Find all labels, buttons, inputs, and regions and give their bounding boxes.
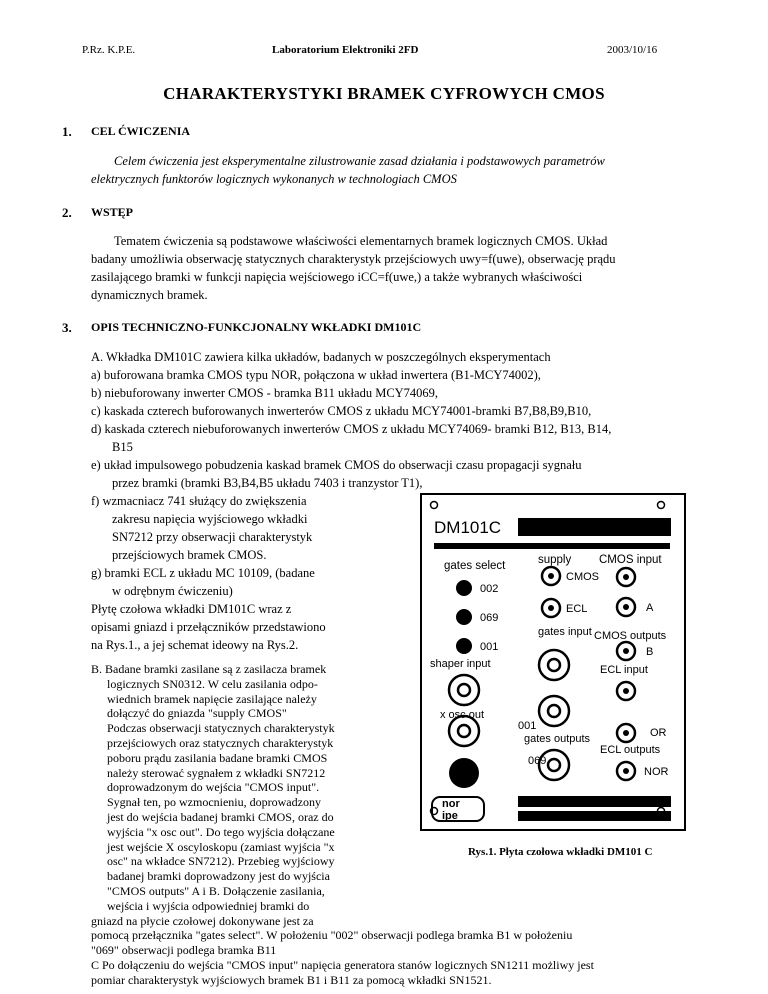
- text-line: Podczas obserwacji statycznych charakterystyk: [107, 721, 335, 736]
- text-line: d) kaskada czterech niebuforowanych inwerterów CMOS z układu MCY74069- bramki B12, B13, B14,: [91, 422, 612, 436]
- x-osc-out-label: x osc out: [440, 709, 485, 721]
- ecl-label: ECL: [566, 603, 588, 615]
- supply-label: supply: [538, 554, 572, 566]
- figure-caption: Rys.1. Płyta czołowa wkładki DM101 C: [468, 846, 653, 858]
- text-line: a) buforowana bramka CMOS typu NOR, połączona w układ inwertera (B1-MCY74002),: [91, 368, 541, 382]
- front-panel-drawing: [420, 493, 686, 831]
- logo-text-bottom: ipe: [442, 810, 458, 822]
- text-line: C Po dołączeniu do wejścia "CMOS input" napięcia generatora stanów logicznych SN1211 możliwy jest: [91, 958, 594, 972]
- text-line: należy sterować sygnałem z wkładki SN7212: [107, 765, 326, 780]
- text-line: pomocą przełącznika "gates select". W położeniu "002" obserwacji podlega bramka B1 w położeniu: [91, 928, 573, 943]
- text-line: jest wejście X oscyloskopu (zamiast wyjścia "x: [107, 839, 335, 854]
- text-line: dołączyć do gniazda "supply CMOS": [107, 706, 287, 721]
- text-line: doprowadzonym do wejścia "CMOS input".: [107, 780, 320, 795]
- text-line: pomiar charakterystyk wyjściowych bramek B1 i B11 za pomocą wkładki SN1521.: [91, 972, 492, 987]
- gates-outputs-label: gates outputs: [524, 733, 591, 745]
- gates-input-label: gates input: [538, 626, 592, 638]
- gates-output-001-bnc[interactable]: [539, 696, 569, 726]
- shaper-input-bnc[interactable]: [449, 675, 479, 705]
- bottom-bar: [518, 796, 671, 807]
- text-line: badany umożliwia obserwację statycznych charakterystyk przejściowych uwy=f(uwe), obserwację prądu: [91, 252, 616, 266]
- jack-pin-icon: [623, 768, 629, 774]
- jack-pin-icon: [623, 688, 629, 694]
- bnc-core-icon: [458, 684, 470, 696]
- text-line: poboru prądu zasilania badane bramki CMOS: [107, 750, 328, 765]
- bottom-bar: [518, 811, 671, 821]
- section-title: OPIS TECHNICZNO-FUNKCJONALNY WKŁADKI DM101C: [91, 320, 422, 334]
- text-line: SN7212 przy obserwacji charakterystyk: [112, 530, 313, 544]
- text-line: przejściowych oraz statycznych charakterystyk: [107, 736, 334, 750]
- header-right: 2003/10/16: [607, 44, 658, 56]
- switch-002[interactable]: [456, 580, 472, 596]
- switch-069[interactable]: [456, 609, 472, 625]
- push-button[interactable]: [449, 758, 479, 788]
- gates-input-bnc[interactable]: [539, 650, 569, 680]
- cmos-label: CMOS: [566, 571, 599, 583]
- text-line: na Rys.1., a jej schemat ideowy na Rys.2.: [91, 638, 299, 652]
- text-line: wyjścia "x osc out". Do tego wyjścia dołączane: [107, 824, 335, 839]
- text-line: B. Badane bramki zasilane są z zasilacza bramek: [91, 662, 327, 676]
- text-line: B15: [112, 440, 133, 454]
- text-line: Płytę czołowa wkładki DM101C wraz z: [91, 602, 292, 616]
- text-line: Sygnał ten, po wzmocnieniu, doprowadzony: [107, 795, 321, 810]
- text-line: wejścia i wyjścia odpowiedniej bramki do: [107, 898, 310, 913]
- text-line: g) bramki ECL z układu MC 10109, (badane: [91, 566, 315, 580]
- section-title: WSTĘP: [91, 205, 134, 219]
- jack-pin-icon: [548, 605, 554, 611]
- switch-001[interactable]: [456, 638, 472, 654]
- text-line: Tematem ćwiczenia są podstawowe właściwości elementarnych bramek logicznych CMOS. Układ: [114, 234, 608, 248]
- output-b-label: B: [646, 646, 654, 658]
- ecl-input-label: ECL input: [600, 664, 648, 676]
- text-line: dynamicznych bramek.: [91, 288, 208, 302]
- jack-pin-icon: [548, 573, 554, 579]
- text-line: Celem ćwiczenia jest eksperymentalne zilustrowanie zasad działania i podstawowych parametrów: [114, 154, 605, 168]
- bnc-core-icon: [458, 725, 470, 737]
- output-a-label: A: [646, 602, 654, 614]
- jack-pin-icon: [623, 648, 629, 654]
- ecl-outputs-label: ECL outputs: [600, 744, 661, 756]
- text-line: osc" na wkładce SN7212). Przebieg wyjściowy: [107, 854, 335, 869]
- text-line: jest do wejścia badanej bramki CMOS, oraz do: [107, 810, 334, 824]
- text-line: b) niebuforowany inwerter CMOS - bramka B11 układu MCY74069,: [91, 386, 439, 400]
- text-line: gniazd na płycie czołowej dokonywane jest za: [91, 913, 314, 928]
- shaper-input-label: shaper input: [430, 658, 491, 670]
- text-line: logicznych SN0312. W celu zasilania odpo-: [107, 676, 318, 691]
- header-left: P.Rz. K.P.E.: [82, 44, 136, 56]
- section-number: 2.: [62, 205, 72, 220]
- text-line: przez bramki (bramki B3,B4,B5 układu 7403 i tranzystor T1),: [112, 476, 423, 490]
- text-line: zasilającego bramki w funkcji napięcia wejściowego iCC=f(uwe,) a także wybranych właściwości: [91, 270, 583, 284]
- text-line: "CMOS outputs" A i B. Dołączenie zasilania,: [107, 884, 325, 898]
- text-line: opisami gniazd i przełączników przedstawiono: [91, 620, 326, 634]
- title-bar: [518, 518, 671, 536]
- bnc-core-icon: [548, 759, 560, 771]
- output-069-label: 069: [528, 755, 547, 767]
- text-line: przejściowych bramek CMOS.: [112, 548, 267, 562]
- text-line: w odrębnym ćwiczeniu): [112, 584, 233, 598]
- text-line: zakresu napięcia wyjściowego wkładki: [112, 512, 308, 526]
- panel-title: DM101C: [434, 518, 502, 537]
- switch-label: 002: [480, 583, 499, 595]
- jack-pin-icon: [623, 730, 629, 736]
- jack-pin-icon: [623, 604, 629, 610]
- page-title: CHARAKTERYSTYKI BRAMEK CYFROWYCH CMOS: [163, 84, 605, 103]
- text-line: A. Wkładka DM101C zawiera kilka układów, badanych w poszczególnych eksperymentach: [91, 350, 551, 364]
- text-line: badanej bramki doprowadzony jest do wyjścia: [107, 869, 330, 884]
- text-line: c) kaskada czterech buforowanych inwerterów CMOS z układu MCY74001-bramki B7,B8,B9,B10,: [91, 404, 592, 418]
- section-number: 3.: [62, 320, 72, 335]
- text-line: elektrycznych funktorów logicznych wykonanych w technologiach CMOS: [91, 172, 457, 186]
- cmos-input-label: CMOS input: [599, 554, 662, 566]
- cmos-outputs-label: CMOS outputs: [594, 630, 667, 642]
- section-title: CEL ĆWICZENIA: [91, 124, 191, 138]
- switch-label: 001: [480, 641, 499, 653]
- screw-icon: [658, 502, 665, 509]
- text-line: wiednich bramek napięcie zasilające należy: [107, 691, 317, 706]
- or-label: OR: [650, 727, 667, 739]
- screw-icon: [431, 502, 438, 509]
- jack-pin-icon: [623, 574, 629, 580]
- text-line: "069" obserwacji podlega bramka B11: [91, 943, 277, 958]
- nor-label: NOR: [644, 766, 669, 778]
- text-line: e) układ impulsowego pobudzenia kaskad bramek CMOS do obserwacji czasu propagacji sygnału: [91, 458, 582, 472]
- section-number: 1.: [62, 124, 72, 139]
- logo-text-top: nor: [442, 798, 460, 810]
- bnc-core-icon: [548, 705, 560, 717]
- gates-select-label: gates select: [444, 560, 506, 572]
- text-line: f) wzmacniacz 741 służący do zwiększenia: [91, 494, 307, 508]
- switch-label: 069: [480, 612, 499, 624]
- title-underbar: [434, 543, 670, 549]
- output-001-label: 001: [518, 720, 537, 732]
- header-center: Laboratorium Elektroniki 2FD: [272, 44, 419, 56]
- bnc-core-icon: [548, 659, 560, 671]
